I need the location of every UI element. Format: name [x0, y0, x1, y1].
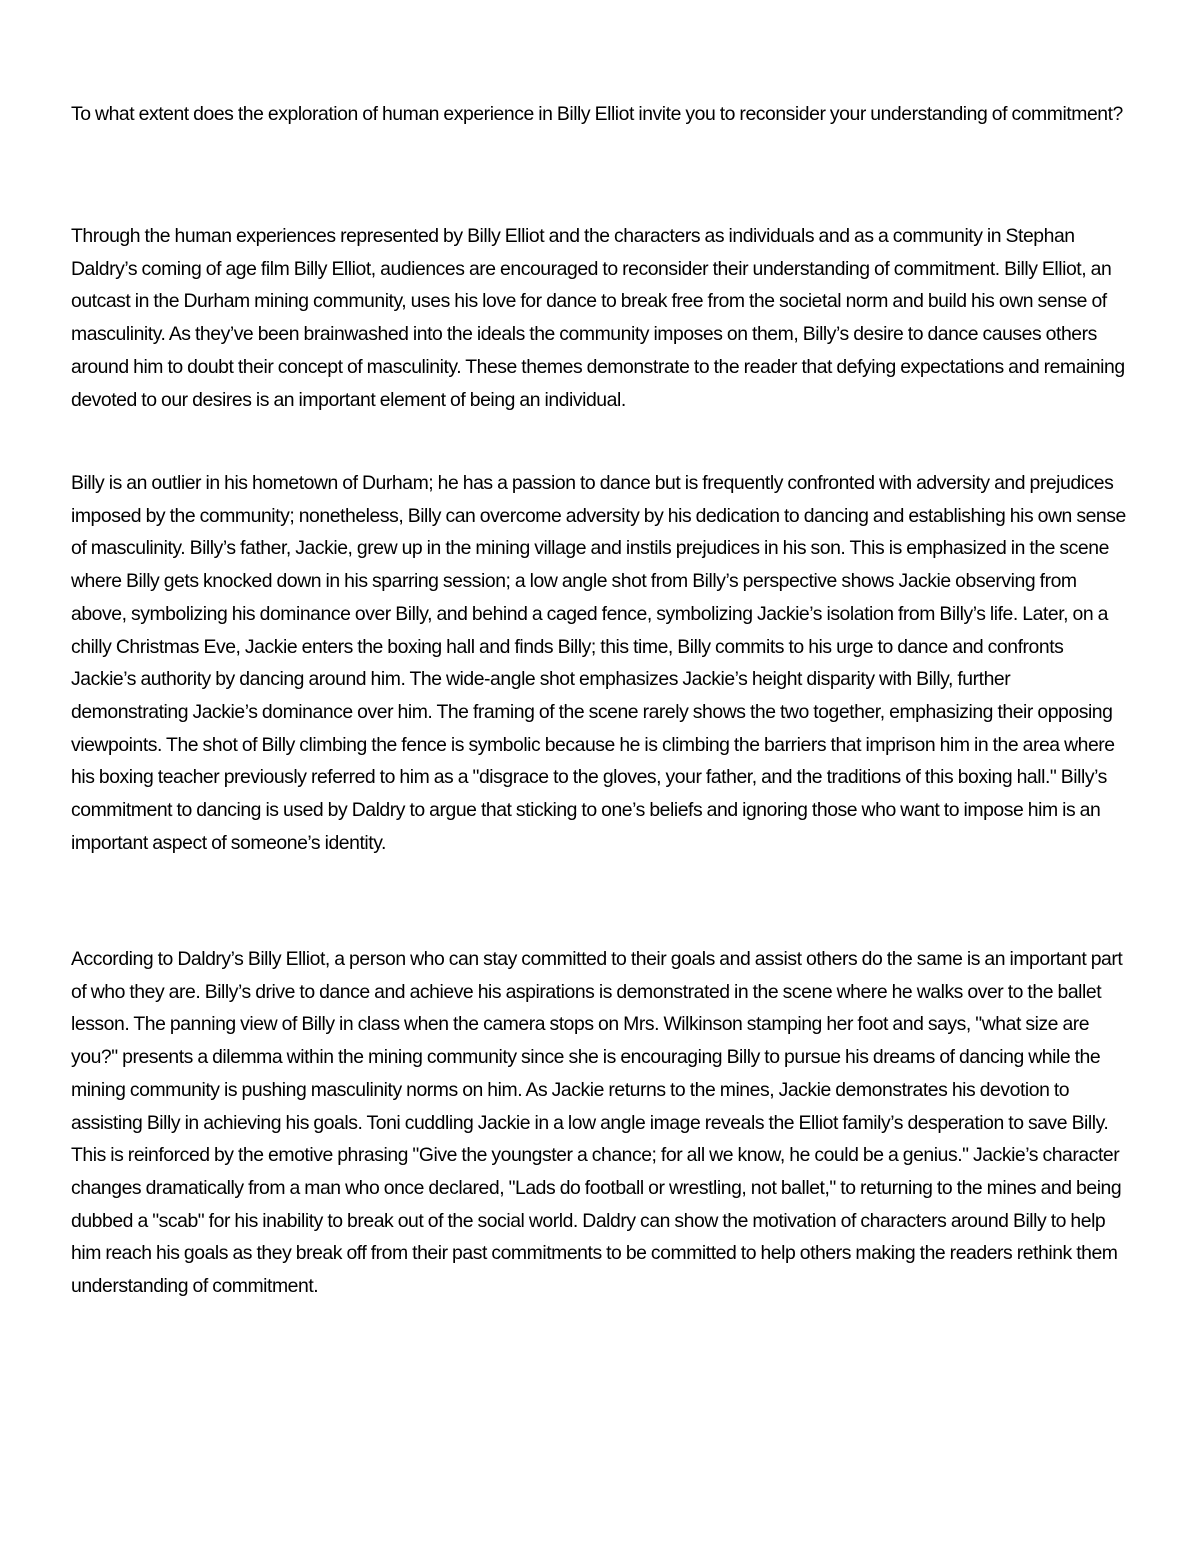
essay-question: To what extent does the exploration of human experience in Billy Elliot invite you to reconsider your understanding of commitment?: [71, 103, 1123, 125]
essay-paragraph-body-1: Billy is an outlier in his hometown of Durham; he has a passion to dance but is frequently confronted with adversity and prejudices imposed by the community; nonetheless, Billy can overcome adversity by his dedication to dancing and establishing his own sense of masculinity. Billy’s father, Jackie, grew up in the mining village and instils prejudices in his son. This is emphasized in the scene where Billy gets knocked down in his sparring session; a low angle shot from Billy’s perspective shows Jackie observing from above, symbolizing his dominance over Billy, and behind a caged fence, symbolizing Jackie’s isolation from Billy’s life. Later, on a chilly Christmas Eve, Jackie enters the boxing hall and finds Billy; this time, Billy commits to his urge to dance and confronts Jackie’s authority by dancing around him. The wide-angle shot emphasizes Jackie’s height disparity with Billy, further demonstrating Jackie’s dominance over him. The framing of the scene rarely shows the two together, emphasizing their opposing viewpoints. The shot of Billy climbing the fence is symbolic because he is climbing the barriers that imprison him in the area where his boxing teacher previously referred to him as a "disgrace to the gloves, your father, and the traditions of this boxing hall." Billy’s commitment to dancing is used by Daldry to argue that sticking to one’s beliefs and ignoring those who want to impose him is an important aspect of someone’s identity.: [71, 472, 1126, 854]
essay-paragraph-body-2: According to Daldry’s Billy Elliot, a person who can stay committed to their goals and assist others do the same is an important part of who they are. Billy’s drive to dance and achieve his aspirations is demonstrated in the scene where he walks over to the ballet lesson. The panning view of Billy in class when the camera stops on Mrs. Wilkinson stamping her foot and says, "what size are you?" presents a dilemma within the mining community since she is encouraging Billy to pursue his dreams of dancing while the mining community is pushing masculinity norms on him. As Jackie returns to the mines, Jackie demonstrates his devotion to assisting Billy in achieving his goals. Toni cuddling Jackie in a low angle image reveals the Elliot family’s desperation to save Billy. This is reinforced by the emotive phrasing "Give the youngster a chance; for all we know, he could be a genius." Jackie’s character changes dramatically from a man who once declared, "Lads do football or wrestling, not ballet," to returning to the mines and being dubbed a "scab" for his inability to break out of the social world. Daldry can show the motivation of characters around Billy to help him reach his goals as they break off from their past commitments to be committed to help others making the readers rethink them understanding of commitment.: [71, 948, 1123, 1298]
essay-paragraph-intro: Through the human experiences represented by Billy Elliot and the characters as individuals and as a community in Stephan Daldry’s coming of age film Billy Elliot, audiences are encouraged to reconsider their understanding of commitment. Billy Elliot, an outcast in the Durham mining community, uses his love for dance to break free from the societal norm and build his own sense of masculinity. As they’ve been brainwashed into the ideals the community imposes on them, Billy’s desire to dance causes others around him to doubt their concept of masculinity. These themes demonstrate to the reader that defying expectations and remaining devoted to our desires is an important element of being an individual.: [71, 225, 1125, 411]
